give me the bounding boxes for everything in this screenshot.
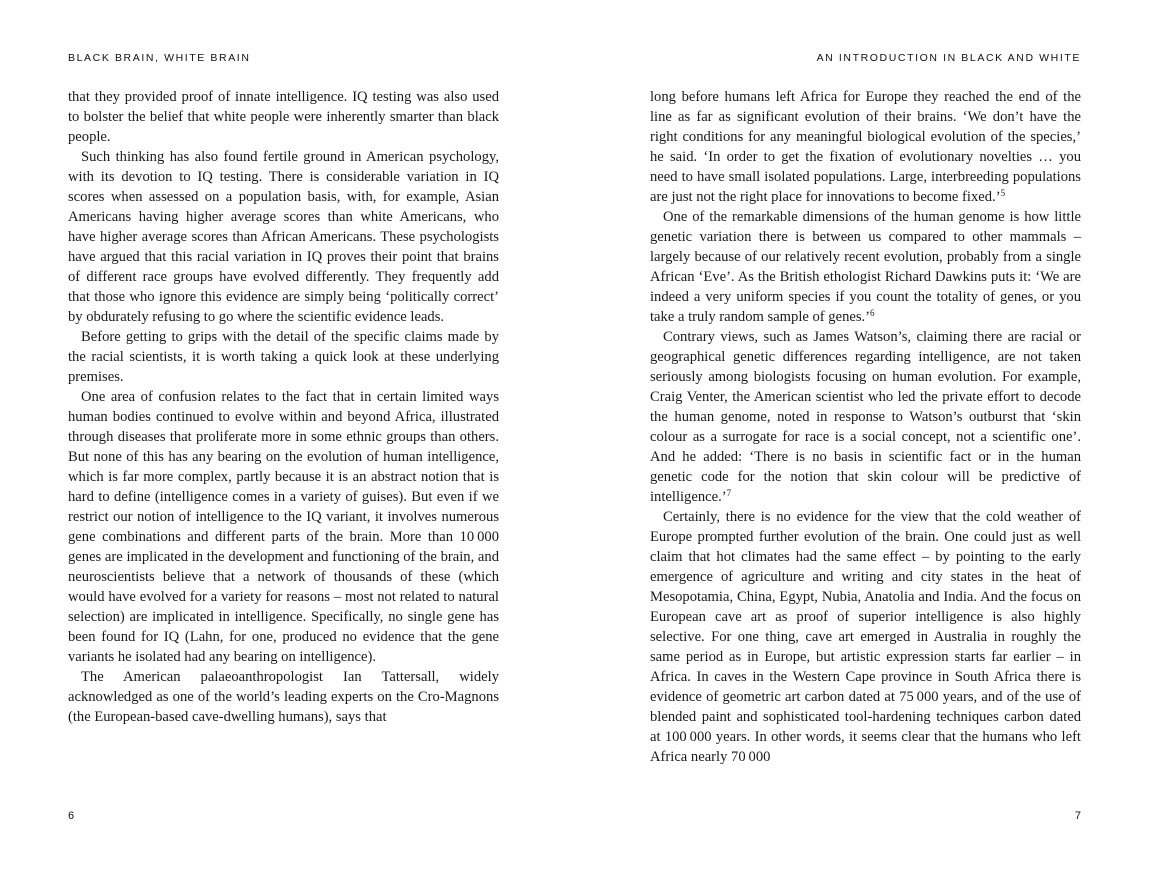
paragraph bbox=[650, 207, 1081, 327]
paragraph: that they provided proof of innate intelligence. IQ testing was also used to bolster the belief that white people were inherently smarter than black people. bbox=[68, 89, 499, 145]
footnote-marker[interactable]: 5 bbox=[1000, 188, 1006, 198]
right-page-body bbox=[650, 87, 1081, 767]
running-head-left: BLACK BRAIN, WHITE BRAIN bbox=[68, 52, 251, 64]
paragraph-text: long before humans left Africa for Europe they reached the end of the line as far as significant evolution of their brains. ‘We don’t have the right conditions for any meaningful biological evolution of the species,’ he said. ‘In order to get the fixation of evolutionary novelties … you need to have small isolated populations. Large, interbreeding populations are just not the right place for innovations to become fixed.’ bbox=[650, 89, 1081, 205]
paragraph: Such thinking has also found fertile ground in American psychology, with its devotion to IQ testing. There is considerable variation in IQ scores when assessed on a population basis, with, for example, Asian Americans having higher average scores than white Americans, who have higher average scores than African Americans. These psychologists have argued that this racial variation in IQ proves their point that brains of different race groups have evolved differently. They frequently add that those who ignore this evidence are simply being ‘politically correct’ by obdurately refusing to go where the scientific evidence leads. bbox=[68, 149, 499, 325]
paragraph-text: Certainly, there is no evidence for the view that the cold weather of Europe prompted further evolution of the brain. One could just as well claim that hot climates had the same effect – by pointing to the early emergence of agriculture and writing and city states in the heat of Mesopotamia, China, Egypt, Nubia, Anatolia and India. And the focus on European cave art as proof of superior intelligence is also highly selective. For one thing, cave art emerged in Australia in roughly the same period as in Europe, but artistic expression starts far earlier – in Africa. In caves in the Western Cape province in South Africa there is evidence of geometric art carbon dated at 75 000 years, and of the use of blended paint and sophisticated tool-hardening techniques carbon dated at 100 000 years. In other words, it seems clear that the humans who left Africa nearly 70 000 bbox=[650, 509, 1081, 765]
page-number-left: 6 bbox=[68, 810, 75, 822]
paragraph-text: One of the remarkable dimensions of the human genome is how little genetic variation there is between us compared to other mammals – largely because of our relatively recent evolution, probably from a single African ‘Eve’. As the British ethologist Richard Dawkins puts it: ‘We are indeed a very uniform species if you count the totality of genes, or you take a truly random sample of genes.’ bbox=[650, 209, 1081, 325]
paragraph: The American palaeoanthropologist Ian Tattersall, widely acknowledged as one of the world’s leading experts on the Cro-Magnons (the European-based cave-dwelling humans), says that bbox=[68, 669, 499, 725]
paragraph: Before getting to grips with the detail of the specific claims made by the racial scientists, it is worth taking a quick look at these underlying premises. bbox=[68, 329, 499, 385]
paragraph: One area of confusion relates to the fact that in certain limited ways human bodies continued to evolve within and beyond Africa, illustrated through diseases that proliferate more in some ethnic groups than others. But none of this has any bearing on the evolution of human intelligence, which is far more complex, partly because it is an abstract notion that is hard to define (intelligence comes in a variety of guises). But even if we restrict our notion of intelligence to the IQ variant, it involves numerous gene combinations and different parts of the brain. More than 10 000 genes are implicated in the development and functioning of the brain, and neuroscientists believe that a network of thousands of these (which would have evolved for a variety for reasons – most not related to natural selection) are implicated in intelligence. Specifically, no single gene has been found for IQ (Lahn, for one, produced no evidence that the gene variants he isolated had any bearing on intelligence). bbox=[68, 389, 499, 665]
left-page bbox=[68, 0, 499, 881]
running-head-right: AN INTRODUCTION IN BLACK AND WHITE bbox=[816, 52, 1081, 64]
paragraph bbox=[650, 87, 1081, 207]
paragraph bbox=[650, 507, 1081, 767]
paragraph bbox=[650, 327, 1081, 507]
footnote-marker[interactable]: 7 bbox=[726, 488, 732, 498]
left-page-body bbox=[68, 87, 499, 727]
paragraph-text: Contrary views, such as James Watson’s, claiming there are racial or geographical genetic differences regarding intelligence, are not taken seriously among biologists focusing on human evolution. For example, Craig Venter, the American scientist who led the private effort to decode the human genome, noted in response to Watson’s outburst that ‘skin colour as a surrogate for race is a social concept, not a scientific one’. And he added: ‘There is no basis in scientific fact or in the human genetic code for the notion that skin colour will be predictive of intelligence.’ bbox=[650, 329, 1081, 505]
footnote-marker[interactable]: 6 bbox=[870, 308, 875, 318]
right-page bbox=[650, 0, 1081, 881]
page-number-right: 7 bbox=[1074, 810, 1081, 822]
